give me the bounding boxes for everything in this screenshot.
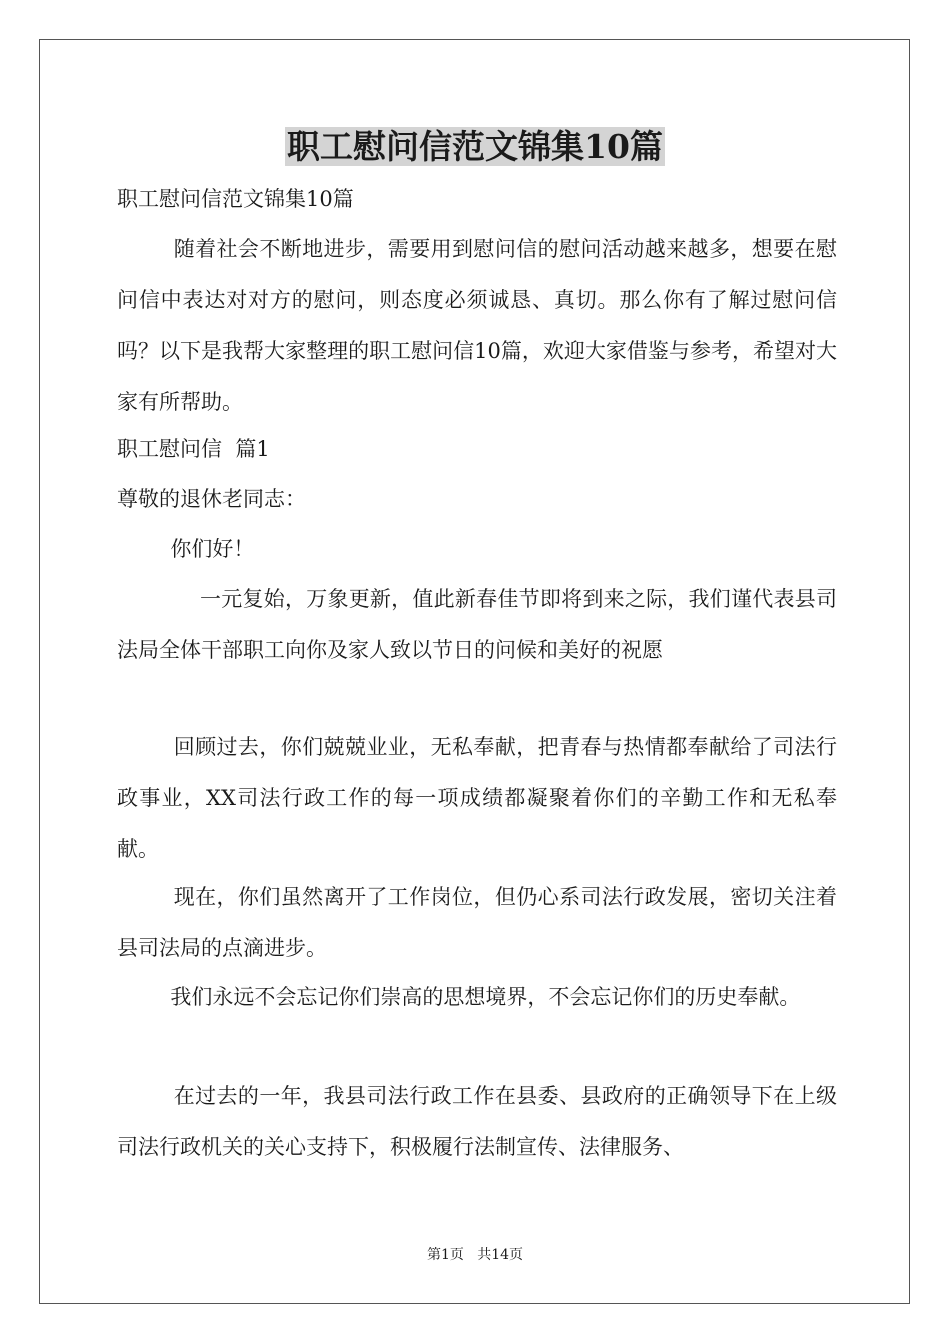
body-paragraph: 现在，你们虽然离开了工作岗位，但仍心系司法行政发展，密切关注着县司法局的点滴进步。	[117, 885, 837, 960]
document-title	[0, 126, 950, 168]
greeting: 你们好！	[117, 537, 255, 561]
body-paragraph: 在过去的一年，我县司法行政工作在县委、县政府的正确领导下在上级司法行政机关的关心支持下，积极履行法制宣传、法律服务、	[117, 1084, 837, 1159]
document-subtitle: 职工慰问信范文锦集10篇	[117, 187, 354, 211]
body-paragraph: 我们永远不会忘记你们崇高的思想境界，不会忘记你们的历史奉献。	[117, 985, 801, 1009]
intro-paragraph: 随着社会不断地进步，需要用到慰问信的慰问活动越来越多，想要在慰问信中表达对对方的慰问，则态度必须诚恳、真切。那么你有了解过慰问信吗？以下是我帮大家整理的职工慰问信10篇，欢迎大家借鉴与参考，希望对大家有所帮助。	[117, 237, 837, 414]
section-heading: 职工慰问信 篇1	[117, 437, 270, 461]
page-number: 第1页 共14页	[426, 1247, 524, 1263]
document-title-text: 职工慰问信范文锦集10篇	[287, 127, 663, 166]
body-paragraph: 一元复始，万象更新，值此新春佳节即将到来之际，我们谨代表县司法局全体干部职工向你及家人致以节日的问候和美好的祝愿	[117, 587, 837, 662]
body-paragraph: 回顾过去，你们兢兢业业，无私奉献，把青春与热情都奉献给了司法行政事业，XX司法行政工作的每一项成绩都凝聚着你们的辛勤工作和无私奉献。	[117, 735, 837, 861]
salutation: 尊敬的退休老同志：	[117, 487, 306, 511]
